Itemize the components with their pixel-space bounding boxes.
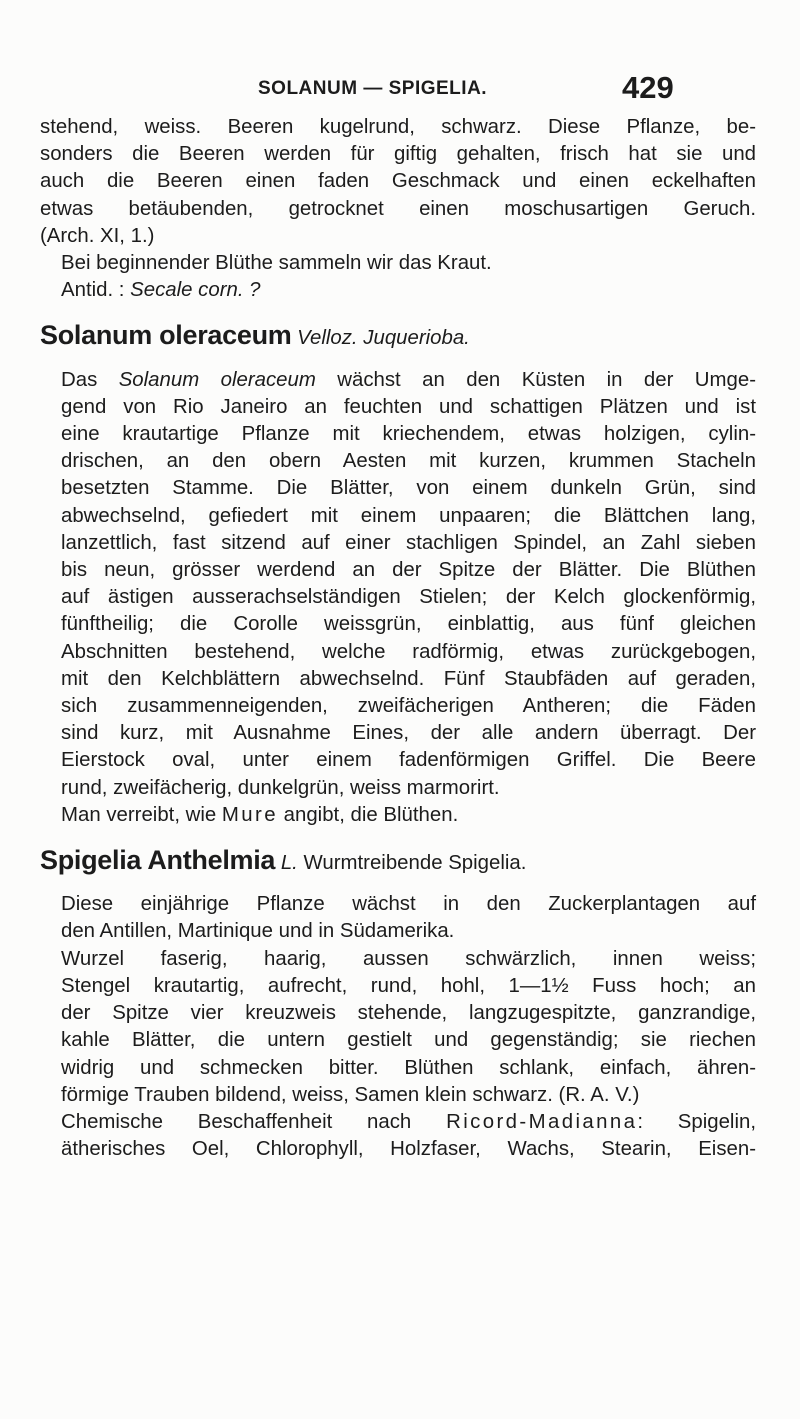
- antidote-line: [40, 277, 756, 304]
- text-line: bis neun, grösser werdend an der Spitze der Blätter. Die Blüthen: [61, 559, 756, 582]
- intro-prefix: Das: [61, 368, 98, 391]
- text-line: sonders die Beeren werden für giftig gehalten, frisch hat sie und: [40, 143, 756, 166]
- entry-vernacular: Juquerioba.: [363, 327, 470, 350]
- entry-genus: Spigelia Anthelmia: [40, 845, 276, 876]
- text-line: sind kurz, mit Ausnahme Eines, der alle andern überragt. Der: [61, 722, 756, 745]
- paragraph-continuation: [40, 114, 756, 250]
- body-text: [40, 114, 756, 1163]
- spacer: [40, 353, 756, 367]
- species-name: Solanum oleraceum: [118, 368, 316, 391]
- paragraph-preparation: [40, 802, 756, 829]
- antidote-value: Secale corn. ?: [130, 279, 261, 302]
- text-line: ätherisches Oel, Chlorophyll, Holzfaser, Wachs, Stearin, Eisen-: [61, 1138, 756, 1161]
- intro-rest: wächst an den Küsten in der Umge-: [337, 368, 756, 391]
- text-line: auf ästigen ausserachselständigen Stielen; der Kelch glockenförmig,: [61, 586, 756, 609]
- entry-author: Velloz.: [297, 327, 358, 350]
- text-line: den Antillen, Martinique und in Südamerika.: [61, 920, 455, 943]
- antidote-label: Antid. :: [61, 279, 125, 302]
- text-line: abwechselnd, gefiedert mit einem unpaaren; die Blättchen lang,: [61, 504, 756, 527]
- closing-post: angibt, die Blüthen.: [283, 803, 459, 826]
- text-line: lanzettlich, fast sitzend auf einer stachligen Spindel, an Zahl sieben: [61, 531, 756, 554]
- chem-pre: Chemische Beschaffenheit nach: [61, 1110, 412, 1133]
- author-name: Ricord-Madianna: [446, 1110, 638, 1133]
- text-line: [40, 1109, 756, 1136]
- paragraph-chemistry: [40, 1109, 756, 1163]
- paragraph-description: [40, 367, 756, 802]
- entry-heading-spigelia: [40, 847, 756, 877]
- running-title: SOLANUM — SPIGELIA.: [258, 78, 488, 99]
- text-line: Abschnitten bestehend, welche radförmig, etwas zurückgebogen,: [61, 640, 756, 663]
- spacer: [40, 877, 756, 891]
- page-number: 429: [622, 70, 674, 105]
- text-line: Wurzel faserig, haarig, aussen schwärzlich, innen weiss;: [61, 947, 756, 970]
- entry-genus: Solanum oleraceum: [40, 320, 292, 351]
- paragraph-morphology: [40, 946, 756, 1109]
- text-line: drischen, an den obern Aesten mit kurzen, krummen Stacheln: [61, 450, 756, 473]
- text-line: förmige Trauben bildend, weiss, Samen klein schwarz. (R. A. V.): [61, 1083, 640, 1106]
- text-line: stehend, weiss. Beeren kugelrund, schwarz. Diese Pflanze, be-: [40, 116, 756, 138]
- text-line: [40, 367, 756, 394]
- text-line: [40, 802, 756, 829]
- entry-vernacular: Wurmtreibende Spigelia.: [303, 852, 527, 875]
- author-name: Mure: [221, 803, 278, 826]
- text-line: fünftheilig; die Corolle weissgrün, einblattig, aus fünf gleichen: [61, 613, 756, 636]
- text-line: mit den Kelchblättern abwechselnd. Fünf Staubfäden auf geraden,: [61, 667, 756, 690]
- entry-author: L.: [280, 852, 298, 875]
- text-line: widrig und schmecken bitter. Blüthen schlank, einfach, ähren-: [61, 1056, 756, 1079]
- text-line: sich zusammenneigenden, zweifächerigen Antheren; die Fäden: [61, 695, 756, 718]
- text-line: eine krautartige Pflanze mit kriechendem, etwas holzigen, cylin-: [61, 423, 756, 446]
- chem-post: : Spigelin,: [637, 1110, 756, 1133]
- text-line: auch die Beeren einen faden Geschmack und einen eckelhaften: [40, 170, 756, 193]
- text-line: Eierstock oval, unter einem fadenförmigen Griffel. Die Beere: [61, 749, 756, 772]
- text-line: rund, zweifächerig, dunkelgrün, weiss marmorirt.: [61, 776, 500, 799]
- closing-pre: Man verreibt, wie: [61, 803, 217, 826]
- text-line: besetzten Stamme. Die Blätter, von einem dunkeln Grün, sind: [61, 477, 756, 500]
- text-line: der Spitze vier kreuzweis stehende, langzugespitzte, ganzrandige,: [61, 1002, 756, 1025]
- entry-heading-solanum: [40, 322, 756, 352]
- text-line: kahle Blätter, die untern gestielt und gegenständig; sie riechen: [61, 1029, 756, 1052]
- text-line: Stengel krautartig, aufrecht, rund, hohl, 1—1½ Fuss hoch; an: [61, 974, 756, 997]
- paragraph-antidote: [40, 277, 756, 304]
- text-line: etwas betäubenden, getrocknet einen moschusartigen Geruch.: [40, 197, 756, 220]
- text-line: (Arch. XI, 1.): [40, 224, 155, 247]
- paragraph-habitat: [40, 891, 756, 945]
- text-line: Diese einjährige Pflanze wächst in den Zuckerplantagen auf: [61, 893, 756, 916]
- paragraph-collect: [40, 250, 756, 277]
- text-line: gend von Rio Janeiro an feuchten und schattigen Plätzen und ist: [61, 395, 756, 418]
- text-line: Bei beginnender Blüthe sammeln wir das Kraut.: [61, 252, 492, 275]
